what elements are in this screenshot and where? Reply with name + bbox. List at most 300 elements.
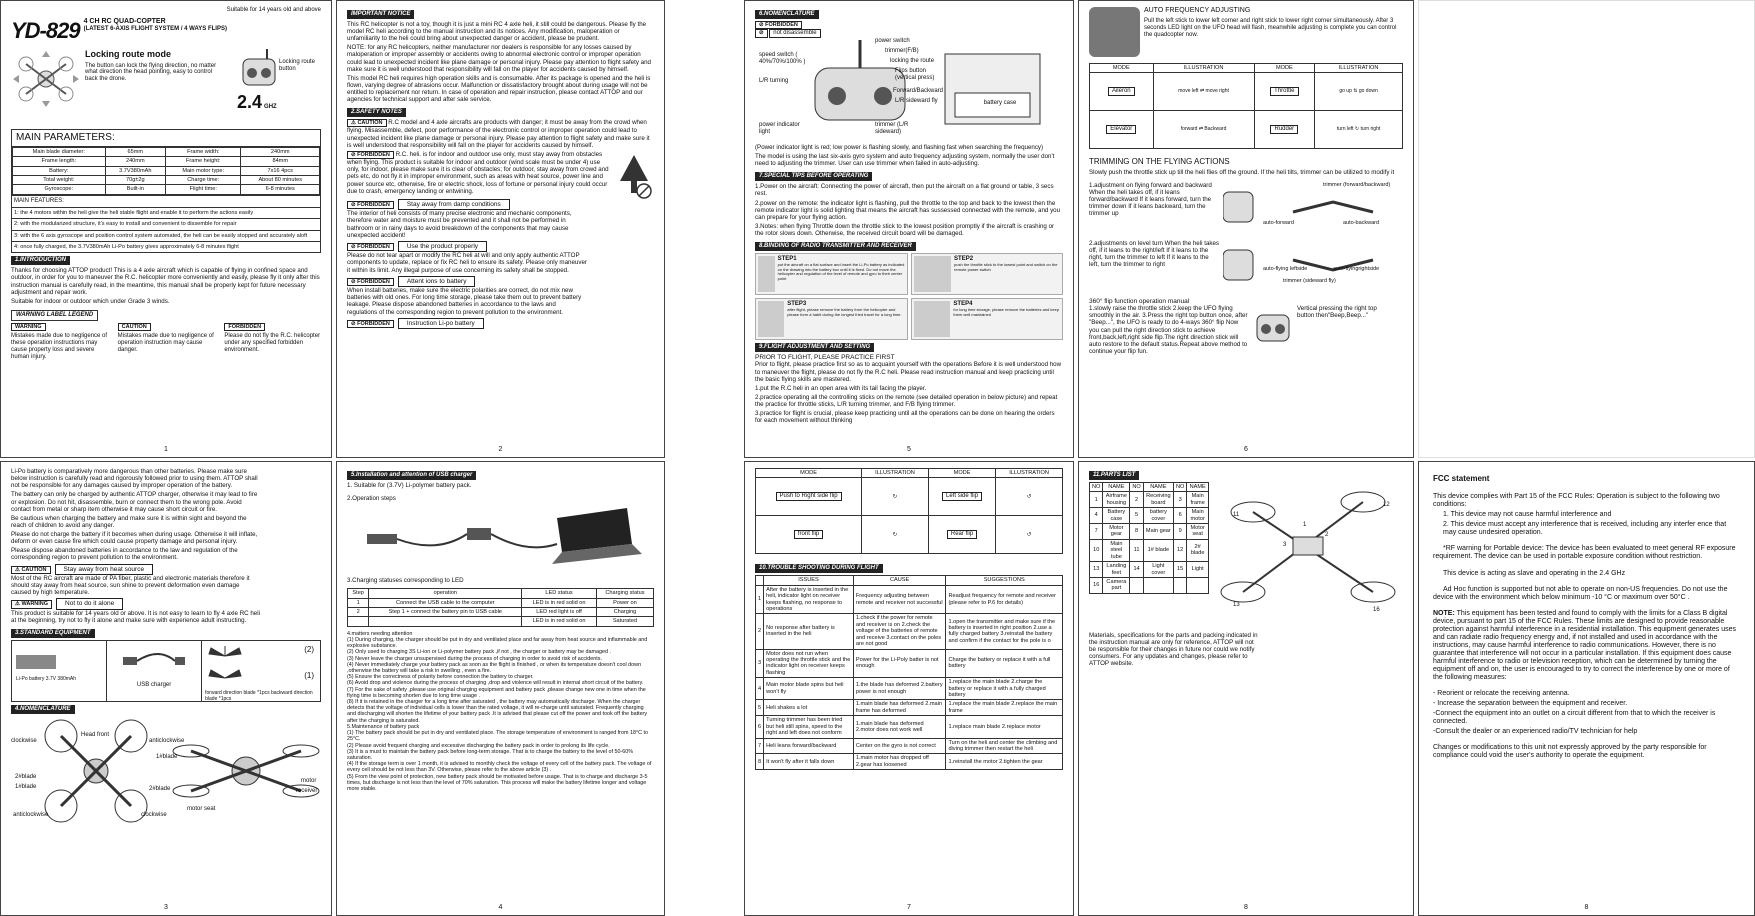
usb-charger-icon: [119, 645, 189, 679]
ts-cell: After the battery is inserted in the heli, indicator light on receiver keeps flashing, no response to operations: [764, 585, 854, 614]
power-note: (Power indicator light is red; low power is flashing slowly, and flashing fast when searching the frequency): [755, 144, 1044, 152]
note-item: (7) For the sake of safety ,please use original charging equipment and battery pack ,please change new one in time when the flying time is becoming shorten due to long time usage .: [347, 686, 646, 699]
parts-cell: 10: [1090, 539, 1103, 561]
parts-cell: Landing feet: [1103, 562, 1130, 578]
led-cell: [348, 617, 369, 626]
lipo-text-5: Please dispose abandoned batteries in accordance to the law and regulation of the corresponding region to prevent pollution to the environment.: [11, 547, 238, 562]
param-row: [13, 185, 320, 194]
mode-throttle: Throttle: [1270, 87, 1298, 96]
param-row: [13, 157, 320, 166]
parts-cell: battery cover: [1143, 508, 1173, 524]
pilot-head: 9.FLIGHT ADJUSTMENT AND SETTING: [755, 343, 874, 352]
page-number: 7: [907, 903, 911, 911]
parts-cell: 16: [1090, 577, 1103, 593]
parts-cell: 6: [1173, 508, 1186, 524]
maint-title: 5.Maintenance of battery pack: [347, 723, 420, 730]
blades-icon: [205, 644, 245, 688]
note-item: (5) Ensure the correctness of polarity before connection the battery to charger.: [347, 674, 534, 681]
usb-step-3: 3.Charging statuses corresponding to LED: [347, 577, 464, 585]
ts-cell: Turn on the heli and center the climbing and diving trimmer then restart the heli: [946, 738, 1063, 754]
legend-item: [11, 323, 108, 361]
parts-cell: Light cover: [1143, 562, 1173, 578]
binding-steps: [755, 253, 1063, 340]
led-cell: 1: [348, 598, 369, 607]
led-row: [348, 608, 654, 617]
remote-label: L/R sideward fly: [895, 98, 938, 105]
param-cell: Frame height:: [165, 157, 240, 166]
led-header-cell: Charging status: [596, 589, 653, 598]
prior-text: 3.practice for flight is crucial, please keep practicing until all the operations can be done on hearing the orders for each movement without thinking: [755, 410, 1055, 425]
trim-text: Slowly push the throttle stick up till the heli flies off the ground. If the heli tilts, trimmer can be utilized to modify it: [1089, 168, 1395, 176]
parts-cell: 4: [1090, 508, 1103, 524]
parts-cell: Motor gear: [1103, 524, 1130, 540]
led-cell: LED is in red solid on: [522, 598, 597, 607]
ts-head: 10.TROUBLE SHOOTING DURING FLIGHT: [755, 564, 883, 573]
nomenclature-figure: [11, 716, 321, 826]
ts-row: [756, 716, 1063, 738]
tip-2: 2.power on the remote: the indicator light is flashing, pull the throttle to the top and back to the lowest then the remote indicator light is solid lighting that means the aircraft has sussessed connected with the remote, and you can prepare for your flying action.: [755, 199, 1061, 221]
ts-row: [756, 614, 1063, 649]
parts-diagram: [1213, 482, 1403, 632]
remote-label: battery case: [983, 100, 1017, 107]
ts-cell: Power for the Li-Poly batter is not enough: [853, 649, 946, 678]
page-number: 3: [164, 903, 168, 911]
alone-text: This product is suitable for 14 years old or above. It is not easy to learn to fly 4 axle RC heli at the beginning, try not to fly it alone and make sure with experience adult instructing.: [11, 609, 260, 624]
ts-cell: 6: [756, 716, 764, 738]
param-cell: 240mm: [105, 157, 165, 166]
remote-label: trimmer(F/B): [885, 48, 919, 55]
tips-head: 7.SPECIAL TIPS BEFORE OPERATING: [755, 172, 872, 181]
lipo-label: Instruction Li-po battery: [398, 318, 484, 329]
warning-badge: ⚠ WARNING: [11, 600, 52, 608]
parts-cell: 1: [1090, 492, 1103, 508]
parts-cell: Camera part: [1103, 577, 1130, 593]
ts-row: [756, 738, 1063, 754]
parts-cell: Main steel tube: [1103, 539, 1130, 561]
equip-battery: Li-Po battery 3.7V 380mAh: [16, 675, 77, 682]
feature-item: 4: once fully charged, the 3.7V380mAh Li-Po battery gives approximately 6-8 minutes flight: [12, 241, 320, 252]
legend-head: WARNING LABEL LEGEND: [11, 310, 98, 321]
flip-mode: Push to Right side flip: [776, 492, 842, 501]
step-label: STEP2: [954, 256, 974, 263]
page-blank: [1418, 0, 1755, 458]
mark-2: (2): [304, 644, 314, 654]
intro-text-2: Suitable for indoor or outdoor which under Grade 3 winds.: [11, 297, 170, 305]
subtitle-1: 4 CH RC QUAD-COPTER: [83, 17, 166, 25]
param-cell: 70g±2g: [105, 175, 165, 184]
parts-cell: 15: [1173, 562, 1186, 578]
ts-cell: 7: [756, 738, 764, 754]
page-number: 2: [498, 445, 503, 453]
parts-cell: 2: [1130, 492, 1143, 508]
usb-step-1: 1. Suitable for (3.7V) Li-polymer battery pack.: [347, 481, 472, 489]
proper-label: Use the product properly: [398, 241, 487, 252]
remote-icon: [239, 49, 279, 89]
model-name: YD-829: [11, 17, 80, 43]
lock-button-label: Locking route button: [279, 59, 316, 73]
ts-row: [756, 754, 1063, 770]
step-text: after flight, please remove the battery from the helicopter and please form a habit during the longest fried travel for a long time.: [787, 307, 902, 317]
fcc-c2: 2. This device must accept any interference that is received, including any interfer ence that may cause undesired operation.: [1443, 521, 1727, 537]
led-row: [348, 598, 654, 607]
proper-text: Please do not tear apart or modify the RC heli at will and only apply authentic ATTOP components to update, replace or fix RC heli to ensure its safety. Please only maneuver it within its limit. Any illegal purpose of use concerning its safety shall be stopped.: [347, 252, 587, 274]
remote-label: Flips button (vertical press): [895, 68, 935, 81]
forbidden-badge: ⊘ FORBIDDEN: [347, 320, 394, 328]
ts-cell: No response after battery is inserted in the heli: [764, 614, 854, 649]
params-table: [12, 147, 320, 195]
flip-note: Vertical pressing the right top button then"Beep,Beep...": [1297, 305, 1377, 320]
safety-head: 2.SAFETY NOTES: [347, 108, 406, 117]
page-number: 6: [1244, 445, 1248, 453]
param-cell: Frame length:: [13, 157, 106, 166]
param-cell: 240mm: [241, 147, 320, 156]
flip-mode-table: MODE ILLUSTRATION MODE ILLUSTRATION Push to Right side flip ↻ Left side flip ↺ front flip ↻ Rear flip ↺: [755, 468, 1063, 554]
legend-badge: WARNING: [11, 323, 46, 331]
fcc-changes: Changes or modifications to this unit not expressly approved by the party responsible for compliance could void the user's authority to operate the equipment.: [1433, 744, 1707, 760]
legend-badge: CAUTION: [118, 323, 151, 331]
parts-cell: Main gear: [1143, 524, 1173, 540]
page-3: [0, 461, 332, 916]
parts-cell: [1143, 577, 1173, 593]
lipo-text-1: Li-Po battery is comparatively more dangerous than other batteries. Please make sure below instruction is carefully read and rigorously followed prior to using them. ATTOP shall not be responsible for any damages caused by improper operation of the battery.: [11, 468, 258, 490]
heat-text: Most of the RC aircraft are made of PA fiber, plastic and electronic materials therefore it should stay away from heat source, sun shine to prevent deformation even damage caused by high temperature.: [11, 574, 250, 597]
forbid-text: R.C. heli. is for indoor and outdoor use only, must stay away from obstacles when flying. This product is suitable for indoor and outdoor (wind scale must be under 4) use only, for indoor, please make sure it is clear of obstacles; for outdoor, stay away from crowd and pets etc, do not fly it in improper environment, such as areas with heat source, power line and power source etc, otherwise, fire or electric shock, loss of fortune or personal injury could occur due to crash, emergency landing or entwining.: [347, 150, 609, 195]
led-header-cell: operation: [369, 589, 522, 598]
parts-cell: 13: [1090, 562, 1103, 578]
parts-cell: [1130, 577, 1143, 593]
ts-cell: 1.the blade has deformed 2.battery power is not enough: [853, 678, 946, 700]
legend-text: Mistakes made due to negligence of operation instruction may cause danger.: [117, 333, 214, 353]
step-label: STEP3: [787, 301, 807, 308]
nom-label: anticlockwise: [149, 737, 185, 744]
caution-badge: ⚠ CAUTION: [347, 119, 387, 127]
ts-cell: 4: [756, 678, 764, 700]
forbidden-badge: ⊘ FORBIDDEN: [347, 201, 394, 209]
led-header-cell: Step: [348, 589, 369, 598]
parts-row: [1090, 524, 1209, 540]
parts-cell: [1187, 577, 1209, 593]
nom-label: 1#blade: [156, 753, 178, 760]
usb-charging-diagram: [347, 504, 647, 574]
note-item: (2) Only used to charging 3S Li-ion or Li-polymer battery pack ,if not , the charger or battery may be damaged .: [347, 649, 611, 656]
notice-head: IMPORTANT NOTICE: [347, 10, 414, 19]
adj-label: trimmer (forward/backward): [1323, 181, 1391, 188]
feature-item: 1: the 4 motors within the heli give the heli stable flight and enable it to perform the actions easily: [12, 207, 320, 218]
parts-row: [1090, 562, 1209, 578]
lipo-text-3: Be cautious when charging the battery and make sure it is within sight and beyond the reach of children to avoid any danger.: [11, 514, 247, 529]
age-note: Suitable for 14 years old and above: [226, 7, 321, 13]
prior-title: PRIOR TO FLIGHT, PLEASE PRACTICE FIRST: [755, 354, 895, 362]
ts-cell: 5: [756, 700, 764, 716]
prior-text: Prior to flight, please practice first so as to acquaint yourself with the operations Before it is well understood how to maneuver the flight, please do not fly the R.C heli. Please read instruction manual and keep practicing until the basic flying skills are mastered.: [755, 361, 1062, 383]
tip-1: 1.Power on the aircraft: Connecting the power of aircraft, then put the aircraft on a flat ground or table, 3 secs rest.: [755, 183, 1054, 198]
params-title: MAIN PARAMETERS:: [12, 130, 320, 147]
ts-cell: Readjust frequency for remote and receiver (please refer to P.6 for details): [946, 585, 1063, 614]
fcc-adhoc: Ad Hoc function is supported but not able to operate on non-US frequencies. Do not use the device with the environment which below minimum -10 °C or maximum over 50°C .: [1433, 585, 1728, 601]
note-item: (6) Avoid drop and violence during the process of charging ,drop and violence will result in internal short circuit of the battery.: [347, 680, 644, 687]
adj-label: trimmer (sideward fly): [1283, 277, 1336, 284]
adj-label: auto-forward: [1263, 219, 1294, 226]
note-item: (8) If it is retained in the charger for a long time after saturated , the battery may automatically discharge. When the charger detects that the voltage of individual cells is lower than the rated voltage, it will re-charge until saturated. Frequently charging and discharging will shorten the lifetime of your battery pack .It is advised that please cut off the power and took off the battery after the charging is saturated.: [347, 699, 648, 724]
param-cell: Built-in: [105, 185, 165, 194]
nom-head: 6.NOMENCLATURE: [755, 10, 819, 19]
parts-header: [1090, 482, 1209, 491]
fcc-slave: This device is acting as slave and operating in the 2.4 GHz: [1443, 569, 1626, 577]
fcc-measure: -Connect the equipment into an outlet on a circuit different from that to which the receiver is connected.: [1433, 710, 1716, 726]
page-number: 5: [907, 445, 911, 453]
led-cell: Connect the USB cable to the computer: [369, 598, 522, 607]
usb-head: 5.Installation and attention of USB charger: [347, 471, 476, 480]
nom-label: receiver: [296, 787, 318, 794]
note-item: (3) Never leave the charger unsupervised during the process of charging in order to avoid risk of accidents.: [347, 655, 602, 662]
parts-cell: 8: [1130, 524, 1143, 540]
fcc-measure: - Reorient or relocate the receiving antenna.: [1433, 690, 1570, 698]
param-cell: Main motor type:: [165, 166, 240, 175]
parts-cell: Battery case: [1103, 508, 1130, 524]
auto-title: AUTO FREQUENCY ADJUSTING: [1143, 7, 1251, 14]
mode-aileron: Aileron: [1108, 87, 1135, 96]
lipo-text-2: The battery can only be charged by authentic ATTOP charger, otherwise it may lead to fire or explosion. Do not hit, disassemble, burn or connect them to the wrong pole. Avoid contact from metal or sharp item otherwise it may cause short circuit or fire.: [11, 491, 258, 513]
lock-title: Locking route mode: [85, 49, 172, 60]
nom-label: Head front: [81, 731, 110, 738]
ts-cell: 3: [756, 649, 764, 678]
callout: 3: [1283, 541, 1287, 548]
maint-item: (3) It is a must to maintain the battery pack before long-term storage. That is to charge the battery to the level of 50-60% saturation.: [347, 748, 634, 761]
fcc-measure: - Increase the separation between the equipment and receiver.: [1433, 700, 1628, 708]
param-cell: Gyroscope:: [13, 185, 106, 194]
fcc-note-label: NOTE:: [1433, 609, 1455, 617]
led-cell: [369, 617, 522, 626]
parts-cell: Motor seat: [1187, 524, 1209, 540]
ts-cell: Main motor blade spins but heli won't fly: [764, 678, 854, 700]
parts-cell: 11: [1130, 539, 1143, 561]
mode-elevator: Elevator: [1106, 125, 1136, 134]
notice-1: This RC helicopter is not a toy, though it is just a mini RC 4 axle heli, it still could be dangerous. Please fly the model RC heli according to the manual instruction and its notices. Any modification, maloperation or unfamiliarity to the heli could bring about unexpected danger or accident, please be prudent.: [347, 20, 647, 43]
adj-label: auto-flyingrightside: [1333, 265, 1380, 272]
parts-row: [1090, 508, 1209, 524]
parts-cell: 3: [1173, 492, 1186, 508]
page-number: 1: [164, 445, 168, 453]
ts-cell: Center on the gyro is not correct: [853, 738, 946, 754]
heat-label: Stay away from heat source: [55, 564, 154, 575]
nom-label: 1#blade: [15, 783, 37, 790]
parts-cell: 12: [1173, 539, 1186, 561]
legend-item: [118, 323, 215, 354]
param-cell: Main blade diameter:: [13, 147, 106, 156]
parts-cell: 9: [1173, 524, 1186, 540]
callout: 16: [1373, 606, 1380, 613]
remote-label: Forward/Backward: [893, 88, 944, 95]
feature-item: 3: with the 6 axis gyroscope and position control system automated, the heli can be easily stopped and accurately aloft: [12, 230, 320, 241]
bind-head: 8.BINDING OF RADIO TRANSMITTER AND RECEIVER: [755, 242, 916, 251]
led-header: [348, 589, 654, 598]
page-5: [744, 0, 1074, 458]
remote-label: L/R turning: [759, 78, 789, 85]
equipment-box: [11, 640, 321, 702]
legend-text: Mistakes made due to negligence of these operation instructions may cause property loss and severe human injury.: [11, 333, 108, 360]
param-cell: 65mm: [105, 147, 165, 156]
fcc-note: This equipment has been tested and found to comply with the limits for a Class B digital device, pursuant to part 15 of the FCC Rules. These limits are designed to provide reasonable protection against harmful interference in a residential installation. This equipment generates uses and can radiate radio frequency energy and, if not installed and used in accordance with the instructions, may cause harmful interference to radio communications. However, there is no guarantee that interference will not occur in a particular installation. If this equipment does cause harmful interference to radio or television reception, which can be determined by turning the equipment off and on, the user is encouraged to try to correct the interference by one or more of the following measures:: [1433, 609, 1736, 682]
tip-3: 3.Notes: when flying Throttle down the throttle stick to the lowest position promptly if the aircraft is crashing or the rotor slows down. Otherwise, the received circuit board will be damaged.: [755, 222, 1055, 238]
led-cell: Power on: [596, 598, 653, 607]
forbidden-badge: ⊘ FORBIDDEN: [347, 151, 394, 159]
alone-label: Not to do it alone: [56, 598, 123, 609]
hands-remote-photo: [1089, 7, 1140, 57]
flip-mode: Rear flip: [947, 530, 977, 539]
param-cell: Frame width:: [165, 147, 240, 156]
param-cell: 3.7V380mAh: [105, 166, 165, 175]
params-box: [11, 129, 321, 253]
page-7: [744, 461, 1074, 916]
ts-cell: Turning trimmer has been tried but heli still spins, speed to the right and left does not conform: [764, 716, 854, 738]
not-disassemble: not disassemble: [769, 29, 820, 38]
troubleshoot-table: [755, 575, 1063, 770]
ts-header-cell: ISSUES: [764, 576, 854, 585]
caution-text: R.C model and 4 axle aircrafts are products with danger; it must be away from the crowd when flying. Misassemble, defect, poor performance of the electronic control or improper operation could lead to unexpected incident like plane damage or personal injury. Please pay attention to flight safety and make sure it is well understood that responsibility will fall on the player for accidents caused by himself.: [347, 119, 650, 149]
parts-cell: [1173, 577, 1186, 593]
parts-table: [1089, 482, 1209, 594]
prior-text: 1.put the R.C heli in an open area with its tail facing the player.: [755, 384, 927, 392]
ts-cell: 1.main motor has dropped off 2.gear has loosened: [853, 754, 946, 770]
parts-cell: Airframe housing: [1103, 492, 1130, 508]
parts-head: 11.PARTS LIST: [1089, 471, 1139, 480]
led-table: [347, 588, 654, 627]
adj-2: 2.adjustments on level turn When the heli takes off, if it leans to the right/left If it leans to the right, turn the trimmer to left If it leans to the left, turn the trimmer to right: [1089, 239, 1220, 269]
mode-rudder: Rudder: [1270, 125, 1298, 134]
nom-label: 2#blade: [149, 785, 171, 792]
parts-cell: Receiving board: [1143, 492, 1173, 508]
parts-cell: 2# blade: [1187, 539, 1209, 561]
mark-1: (1): [304, 670, 314, 680]
note-item: (1) During charging, the charger should be put in dry and ventilated place and far away from heat source and inflammable and explosive substance.: [347, 637, 648, 650]
parts-cell: 14: [1130, 562, 1143, 578]
step-label: STEP1: [777, 256, 797, 263]
parts-header-cell: NAME: [1187, 482, 1209, 491]
parts-row: [1090, 539, 1209, 561]
page-4: [336, 461, 665, 916]
parts-note: Materials, specifications for the parts and packing indicated in the instruction manual are only for reference, ATTOP will not be responsible for their changes in future nor could we notify consumers. For any updates and changes, please refer to ATTOP website.: [1089, 631, 1258, 668]
param-cell: 7x16 4pcs: [241, 166, 320, 175]
battery-image-icon: [16, 655, 56, 669]
notice-3: This model RC heli requires high operation skills and is consumable. After its package is opened and the heli is flown, varying degree of abrasions occur. Malfunction or dissatisfactory brought about during usage will not be entitled to replacement nor return. In case of operation and repair instruction, please contact ATTOP and our agencies for technical support and after sale service.: [347, 74, 651, 104]
parts-row: [1090, 492, 1209, 508]
ts-cell: 1.replace the main blade 2.charge the battery or replace it with a fully charged battery: [946, 678, 1063, 700]
led-cell: LED red light is off: [522, 608, 597, 617]
equip-blades: forward direction blade *1pcs backward direction blade *1pcs: [205, 689, 313, 702]
callout: 1: [1303, 521, 1307, 528]
drone-top-icon: [11, 49, 81, 109]
page-2: [336, 0, 665, 458]
flip-text: 1.slowly raise the throttle stick 2.keep the UFO flying smoothly in the air. 3.Press the right top button once, after "Beep...", the UFO is ready to do 4-ways 360° flip Now you can pull the right direction stick to achieve front,back,left,right side flip.The right direction stick will auto restore to the default status.Repeat above method to continue your flip fun.: [1089, 305, 1248, 355]
intro-text: Thanks for choosing ATTOP product! This is a 4 axle aircraft which is capable of flying in confined space and outdoor, in order for you to maneuver the R.C. helicopter more conveniently and easily, please fly it only after this instruction manual is carefully read, in the meantime, this manual shall be properly kept for future necessary adjustment and repair work.: [11, 267, 320, 296]
notice-2: NOTE: for any RC helicopters, neither manufacturer nor dealers is responsible for any losses caused by maloperation or improper assembly or accidents owing to abnormal electronic control or improper operation could lead to unexpected incident like plane damage or personal injury. Please pay attention to flight safety and make sure it is well understood that responsibility will fall on the player for accidents caused by himself.: [347, 44, 651, 73]
adj-label: auto-flying leftside: [1263, 265, 1308, 272]
fcc-rf: *RF warning for Portable device: The device has been evaluated to meet general RF exposure requirement. The device can be used in portable exposure condition without restriction.: [1433, 545, 1736, 561]
param-cell: 84mm: [241, 157, 320, 166]
subtitle-2: (LATEST 6-AXIS FLIGHT SYSTEM / 4 WAYS FLIPS): [83, 25, 227, 32]
param-cell: 6-8 minutes: [241, 185, 320, 194]
led-cell: Charging: [596, 608, 653, 617]
ts-cell: 1.replace the main blade 2.replace the main frame: [946, 700, 1063, 716]
callout: 12: [1383, 501, 1390, 508]
battery-text: When install batteries, make sure the electric polarities are correct, do not mix new batteries with old ones. For long time storage, please take them out to prevent battery leakage. Please dispose abandoned batteries in accordance to the laws and regulations of the corresponding region to prevent pollution to the environment.: [347, 287, 582, 316]
ts-header: [756, 576, 1063, 585]
remote-label: power indicator light: [759, 122, 800, 135]
parts-cell: 5: [1130, 508, 1143, 524]
trim-title: TRIMMING ON THE FLYING ACTIONS: [1089, 157, 1230, 167]
ts-cell: 1: [756, 585, 764, 614]
param-row: [13, 147, 320, 156]
step-text: push the throttle stick to the lowest point and switch on the remote power switch: [954, 262, 1058, 272]
step-text: put the aircraft on a flat surface and insert the Li-Po battery as indicated on the drawing into the battery box until it is fixed. Do not move the helicopter and regulation of the level of remote and gyro to their center point: [777, 262, 905, 281]
features-title: MAIN FEATURES:: [12, 195, 320, 207]
led-header-cell: LED status: [522, 589, 597, 598]
ts-row: [756, 700, 1063, 716]
parts-header-cell: NO: [1130, 482, 1143, 491]
page-fcc: [1418, 461, 1755, 916]
led-cell: LED is in red solid on: [522, 617, 597, 626]
callout: 13: [1233, 601, 1240, 608]
ts-cell: Heli leans forward/backward: [764, 738, 854, 754]
ts-header-cell: CAUSE: [853, 576, 946, 585]
ts-cell: 1.main blade has deformed 2.motor does not work well: [853, 716, 946, 738]
ts-cell: Heli shakes a lot: [764, 700, 854, 716]
parts-header-cell: NAME: [1143, 482, 1173, 491]
callout: 11: [1233, 511, 1240, 518]
battery-label: Attent ions to battery: [398, 276, 476, 287]
ts-row: [756, 585, 1063, 614]
equip-head: 3.STANDARD EQUIPMENT: [11, 629, 95, 638]
parts-header-cell: NO: [1090, 482, 1103, 491]
mode-table: MODE ILLUSTRATION MODE ILLUSTRATION Aileron move left ⇄ move right Throttle go up ⇅ go down Elevator forward ⇄ Backward Rudder turn left ↻ turn right: [1089, 63, 1403, 149]
param-cell: Flight time:: [165, 185, 240, 194]
page-8: [1078, 461, 1414, 916]
auto-text: Pull the left stick to lower left corner and right stick to lower right corner simultaneously. After 3 seconds LED light on the UFO head will flash, meanwhile adjusting is complete you can control the quadcopter now.: [1143, 18, 1397, 38]
note-item: (4) Never immediately charge your battery pack as soon as the flight is finished , or when its temperature doesn't cool down ,otherwise the battery will take a risk in swelling , even a fire.: [347, 661, 642, 675]
lock-desc: The button can lock the flying direction, no matter what direction the head pointing, easy to control back the drone.: [85, 62, 217, 83]
remote-label: trimmer (L/R sideward): [875, 122, 909, 135]
ts-cell: It won't fly after it falls down: [764, 754, 854, 770]
maint-item: (1) The battery pack should be put in dry and ventilated place. The storage temperature of environment is ranged from 18°C to 25°C.: [347, 730, 649, 743]
lipo-text-4: Please do not charge the battery if it becomes when during usage. Otherwise it will inflate, deform or even cause fire which could cause property damage and personal injury.: [11, 531, 258, 546]
ts-row: [756, 649, 1063, 678]
param-cell: Charge time:: [165, 175, 240, 184]
ts-header-cell: SUGGESTIONS: [946, 576, 1063, 585]
parts-cell: 7: [1090, 524, 1103, 540]
ts-cell: Charge the battery or replace it with a full battery: [946, 649, 1063, 678]
fcc-intro: This device complies with Part 15 of the FCC Rules: Operation is subject to the following two conditions:: [1433, 493, 1720, 509]
gyro-note: The model is using the last six-axis gyro system and auto frequency adjusting system, normally the user don't need to adjusting the trimmer. User can use trimmer when failed in auto-adjusting.: [755, 153, 1055, 168]
page-1: [0, 0, 332, 458]
parts-cell: Light: [1187, 562, 1209, 578]
parts-cell: Main frame: [1187, 492, 1209, 508]
flip-mode: Left side flip: [942, 492, 982, 501]
prior-text: 2.practice operating all the controlling sticks on the remote (see detailed operation in below picture) and repeat the practice for throttle sticks, L/R turning trimmer, and F/B flying trimmer.: [755, 393, 1058, 409]
nom-label: anticlockwise: [13, 811, 49, 818]
led-cell: Step 1 + connect the battery pin to USB cable: [369, 608, 522, 617]
page-number: 4: [498, 903, 503, 911]
page-number: 8: [1244, 903, 1248, 911]
parts-header-cell: NO: [1173, 482, 1186, 491]
damp-label: Stay away from damp conditions: [398, 199, 510, 210]
step-text: for long time storage, please remove the batteries and keep them well maintained: [953, 307, 1060, 317]
forbidden-badge: ⊘ FORBIDDEN: [347, 243, 394, 251]
remote-label: locking the route: [890, 58, 935, 65]
param-cell: About 80 minutes: [241, 175, 320, 184]
damp-text: The interior of heli consists of many precise electronic and mechanic components, therefore water and moisture must be prevented and it shall not be performed in bathroom or in rainy days to avoid breakdown of the components that may cause unexpected accident!: [347, 210, 572, 239]
nom-label: clockwise: [141, 811, 167, 818]
adj-label: auto-backward: [1343, 219, 1380, 226]
